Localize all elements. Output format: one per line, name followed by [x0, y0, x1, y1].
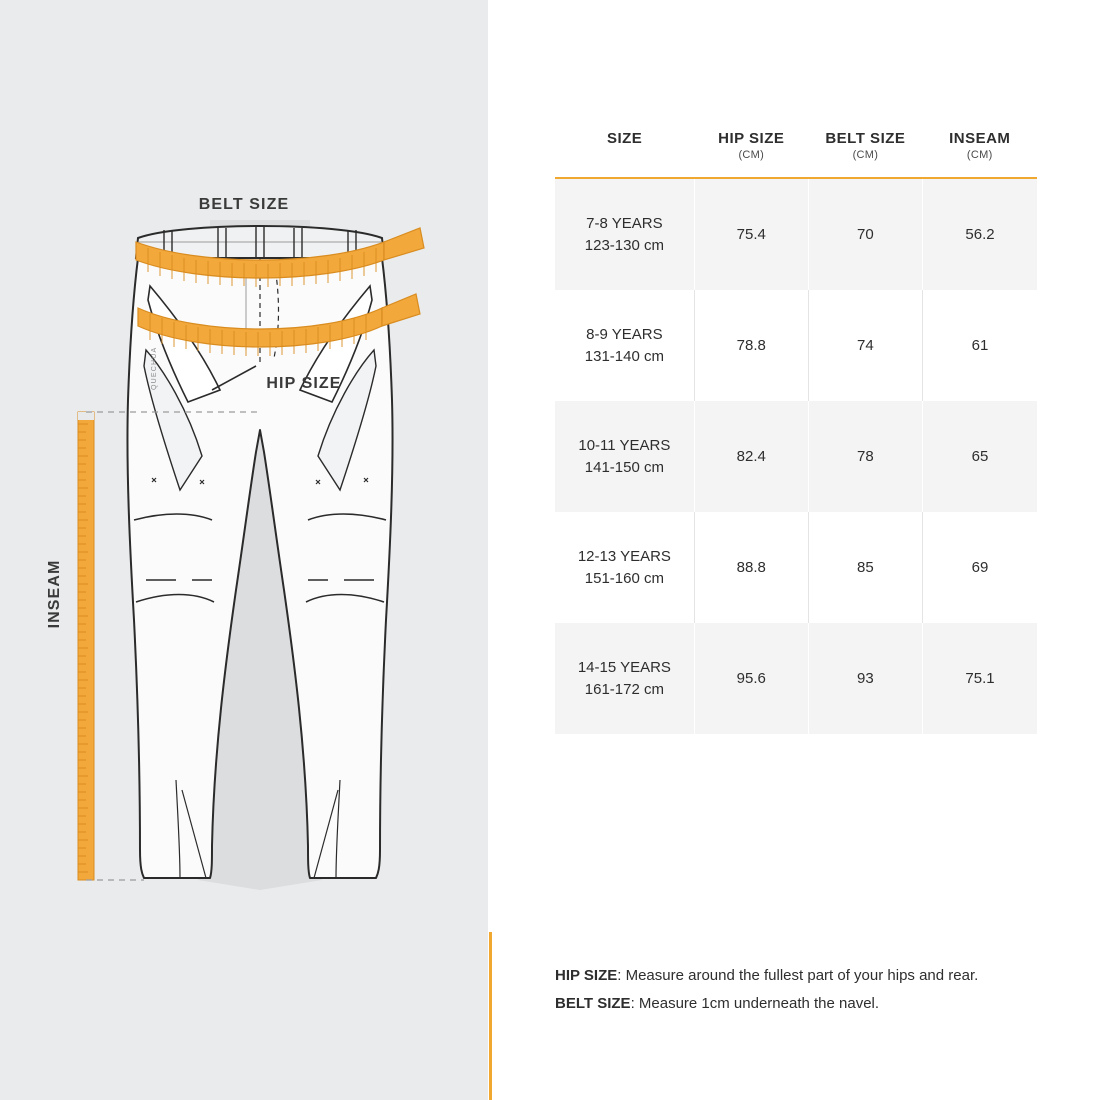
illustration-panel — [0, 0, 488, 1100]
measurements-panel — [492, 0, 1100, 1100]
cell-belt: 85 — [808, 512, 922, 623]
column-header-size — [555, 130, 694, 178]
column-header-inseam-label: INSEAM — [949, 130, 1011, 147]
trousers-illustration — [60, 190, 460, 915]
inseam-callout: INSEAM — [46, 559, 63, 629]
cell-hip: 95.6 — [694, 623, 808, 734]
cell-size — [555, 178, 694, 290]
cell-belt: 70 — [808, 178, 922, 290]
brand-mark: QUECHUA — [151, 346, 158, 390]
column-header-inseam-unit: (CM) — [966, 149, 993, 161]
cell-hip: 78.8 — [694, 290, 808, 401]
column-header-belt-unit: (CM) — [852, 149, 879, 161]
cell-size — [555, 290, 694, 401]
cell-size — [555, 401, 694, 512]
column-header-hip-unit: (CM) — [738, 149, 765, 161]
size-height: 161-172 cm — [584, 680, 664, 698]
column-header-belt-label: BELT SIZE — [825, 130, 906, 147]
note-hip — [555, 962, 1095, 990]
cell-size — [555, 623, 694, 734]
measurement-notes — [555, 962, 1095, 1018]
cell-inseam: 65 — [922, 401, 1037, 512]
cell-hip: 88.8 — [694, 512, 808, 623]
cell-inseam: 56.2 — [922, 178, 1037, 290]
size-height: 123-130 cm — [584, 236, 664, 254]
size-height: 131-140 cm — [584, 347, 664, 365]
table-row — [555, 623, 1037, 734]
cell-size — [555, 512, 694, 623]
table-row — [555, 290, 1037, 401]
size-age: 7-8 YEARS — [586, 214, 663, 232]
column-header-hip-label: HIP SIZE — [718, 130, 785, 147]
note-belt-key: BELT SIZE — [555, 994, 631, 1012]
size-age: 10-11 YEARS — [578, 436, 671, 454]
cell-inseam: 69 — [922, 512, 1037, 623]
table-row — [555, 512, 1037, 623]
size-height: 151-160 cm — [584, 569, 664, 587]
size-age: 8-9 YEARS — [586, 325, 663, 343]
cell-inseam: 75.1 — [922, 623, 1037, 734]
table-row — [555, 178, 1037, 290]
column-header-size-label: SIZE — [606, 130, 643, 147]
table-row — [555, 401, 1037, 512]
cell-belt: 74 — [808, 290, 922, 401]
cell-hip: 82.4 — [694, 401, 808, 512]
cell-hip: 75.4 — [694, 178, 808, 290]
belt-size-callout: BELT SIZE — [198, 196, 290, 213]
hip-size-callout: HIP SIZE — [266, 375, 342, 392]
size-age: 14-15 YEARS — [577, 658, 671, 676]
column-header-hip — [694, 130, 808, 178]
size-table — [555, 130, 1037, 734]
cell-belt: 93 — [808, 623, 922, 734]
cell-inseam: 61 — [922, 290, 1037, 401]
table-header-row — [555, 130, 1037, 178]
note-hip-key: HIP SIZE — [555, 967, 618, 984]
size-height: 141-150 cm — [584, 458, 664, 476]
note-belt-text: : Measure 1cm underneath the navel. — [630, 994, 880, 1012]
size-table-head — [555, 130, 1037, 178]
size-age: 12-13 YEARS — [577, 547, 671, 565]
cell-belt: 78 — [808, 401, 922, 512]
column-header-belt — [808, 130, 922, 178]
column-header-inseam — [922, 130, 1037, 178]
note-hip-text: : Measure around the fullest part of your hips and rear. — [617, 967, 979, 984]
note-belt — [555, 990, 1095, 1018]
size-table-body — [555, 178, 1037, 734]
